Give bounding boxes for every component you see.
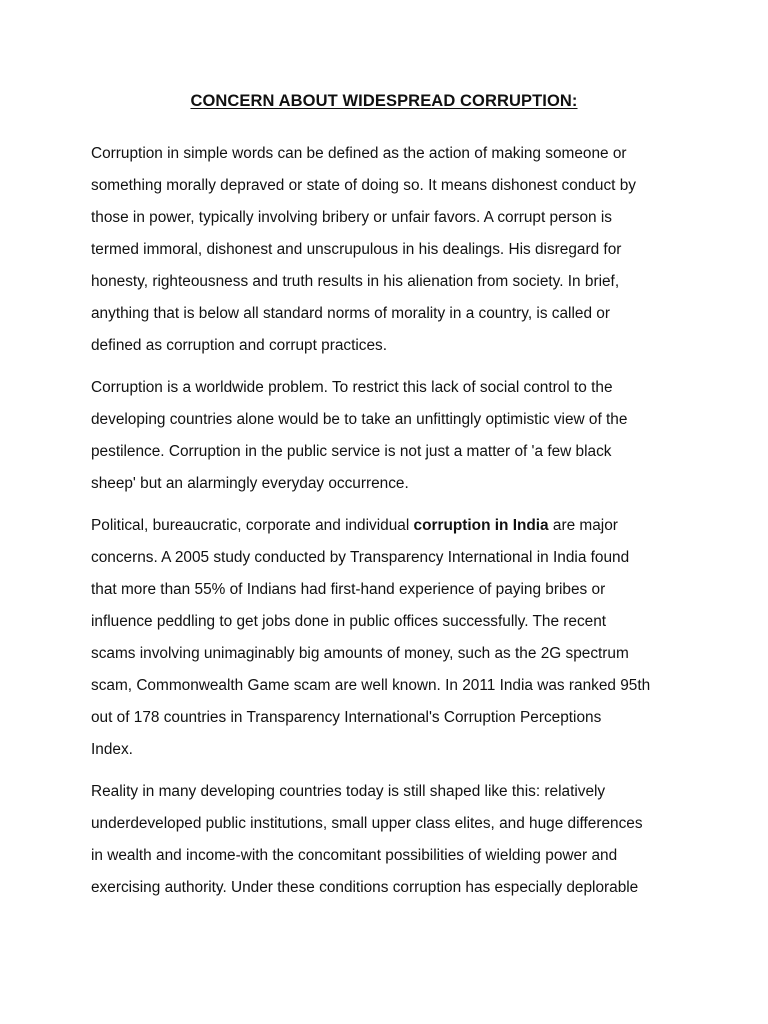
text-line: exercising authority. Under these conditions corruption has especially deplorable (91, 879, 639, 896)
text-line: concerns. A 2005 study conducted by Transparency International in India found (91, 549, 630, 566)
text-line: sheep' but an alarmingly everyday occurrence. (91, 475, 409, 492)
text-line: developing countries alone would be to take an unfittingly optimistic view of the (91, 411, 628, 428)
text-run: Political, bureaucratic, corporate and individual (91, 517, 414, 534)
bold-keyword: corruption in India (413, 517, 549, 534)
text-line: in wealth and income-with the concomitant possibilities of wielding power and (91, 847, 618, 864)
text-line: underdeveloped public institutions, small upper class elites, and huge differences (91, 815, 643, 832)
document-body (91, 138, 681, 914)
paragraph-developing-countries (91, 776, 681, 904)
text-line: something morally depraved or state of doing so. It means dishonest conduct by (91, 177, 636, 194)
text-run: are major (548, 517, 618, 534)
text-line: out of 178 countries in Transparency International's Corruption Perceptions (91, 709, 602, 726)
text-line: pestilence. Corruption in the public service is not just a matter of 'a few black (91, 443, 612, 460)
text-line: Corruption in simple words can be defined as the action of making someone or (91, 145, 627, 162)
text-line: that more than 55% of Indians had first-hand experience of paying bribes or (91, 581, 606, 598)
text-line: anything that is below all standard norms of morality in a country, is called or (91, 305, 610, 322)
paragraph-worldwide-problem (91, 372, 681, 500)
text-line: honesty, righteousness and truth results in his alienation from society. In brief, (91, 273, 620, 290)
text-line: scams involving unimaginably big amounts of money, such as the 2G spectrum (91, 645, 629, 662)
text-line: defined as corruption and corrupt practices. (91, 337, 388, 354)
paragraph-corruption-in-india (91, 510, 681, 766)
text-line: Reality in many developing countries today is still shaped like this: relatively (91, 783, 606, 800)
text-line: termed immoral, dishonest and unscrupulous in his dealings. His disregard for (91, 241, 622, 258)
text-line: those in power, typically involving bribery or unfair favors. A corrupt person is (91, 209, 612, 226)
text-line: Corruption is a worldwide problem. To restrict this lack of social control to the (91, 379, 613, 396)
text-line: influence peddling to get jobs done in public offices successfully. The recent (91, 613, 607, 630)
text-line: Index. (91, 741, 133, 758)
document-title: CONCERN ABOUT WIDESPREAD CORRUPTION: (190, 92, 578, 110)
text-line-with-bold (91, 510, 681, 542)
text-line: scam, Commonwealth Game scam are well known. In 2011 India was ranked 95th (91, 677, 651, 694)
paragraph-definition (91, 138, 681, 362)
